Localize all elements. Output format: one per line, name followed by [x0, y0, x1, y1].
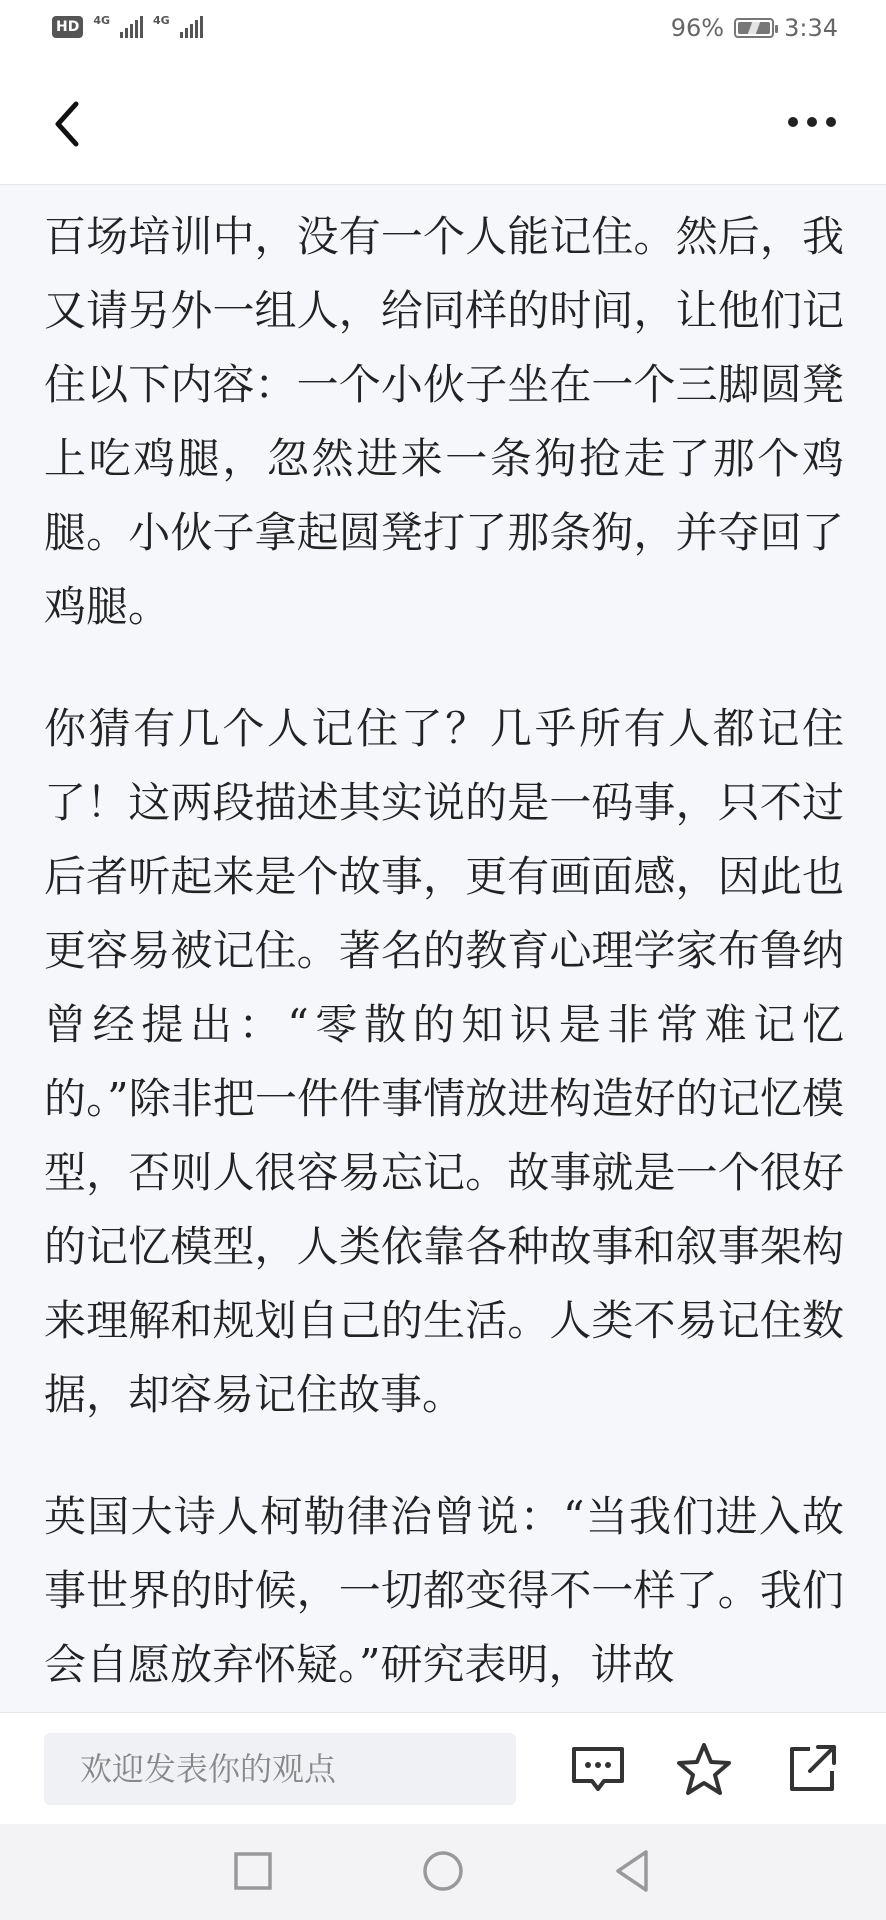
clock: 3:34 [784, 14, 838, 42]
status-right [671, 14, 838, 42]
battery-icon [734, 18, 774, 38]
article-paragraph: 你猜有几个人记住了？几乎所有人都记住了！这两段描述其实说的是一码事，只不过后者听起来是个故事，更有画面感，因此也更容易被记住。著名的教育心理学家布鲁纳曾经提出：“零散的知识是非常难记忆的。”除非把一件件事情放进构造好的记忆模型，否则人很容易忘记。故事就是一个很好的记忆模型，人类依靠各种故事和叙事架构来理解和规划自己的生活。人类不易记住数据，却容易记住故事。 [44, 704, 844, 1419]
article-body[interactable] [44, 186, 844, 1712]
hd-icon: HD [52, 16, 83, 38]
chevron-left-icon [48, 96, 88, 152]
more-button[interactable] [788, 110, 844, 134]
favorite-button[interactable] [672, 1737, 736, 1801]
more-dots-icon [807, 117, 817, 127]
nav-back-button[interactable] [608, 1846, 658, 1896]
recents-button[interactable] [228, 1846, 278, 1896]
back-button[interactable] [48, 96, 88, 152]
bottom-action-bar [0, 1712, 886, 1825]
top-app-bar [0, 62, 886, 185]
network-type-2: 4G [153, 14, 170, 27]
network-type-1: 4G [93, 14, 111, 27]
signal-icon [180, 16, 203, 38]
star-icon [672, 1737, 736, 1801]
article-paragraph: 英国大诗人柯勒律治曾说：“当我们进入故事世界的时候，一切都变得不一样了。我们会自愿放弃怀疑。”研究表明，讲故 [44, 1492, 844, 1689]
comment-icon [566, 1737, 630, 1801]
share-icon [780, 1737, 844, 1801]
share-button[interactable] [780, 1737, 844, 1801]
battery-percent: 96% [670, 14, 725, 42]
home-button[interactable] [418, 1846, 468, 1896]
more-dots-icon [826, 117, 836, 127]
recents-icon [228, 1846, 278, 1896]
system-nav-bar [0, 1824, 886, 1920]
home-icon [418, 1846, 468, 1896]
signal-icon [120, 16, 143, 38]
status-left [52, 16, 203, 38]
more-dots-icon [788, 117, 798, 127]
comment-input[interactable]: 欢迎发表你的观点 [44, 1733, 516, 1805]
status-bar [0, 0, 886, 62]
back-triangle-icon [608, 1846, 658, 1896]
comment-button[interactable] [566, 1737, 630, 1801]
article-paragraph: 百场培训中，没有一个人能记住。然后，我又请另外一组人，给同样的时间，让他们记住以下内容：一个小伙子坐在一个三脚圆凳上吃鸡腿，忽然进来一条狗抢走了那个鸡腿。小伙子拿起圆凳打了那条狗，并夺回了鸡腿。 [44, 212, 844, 631]
